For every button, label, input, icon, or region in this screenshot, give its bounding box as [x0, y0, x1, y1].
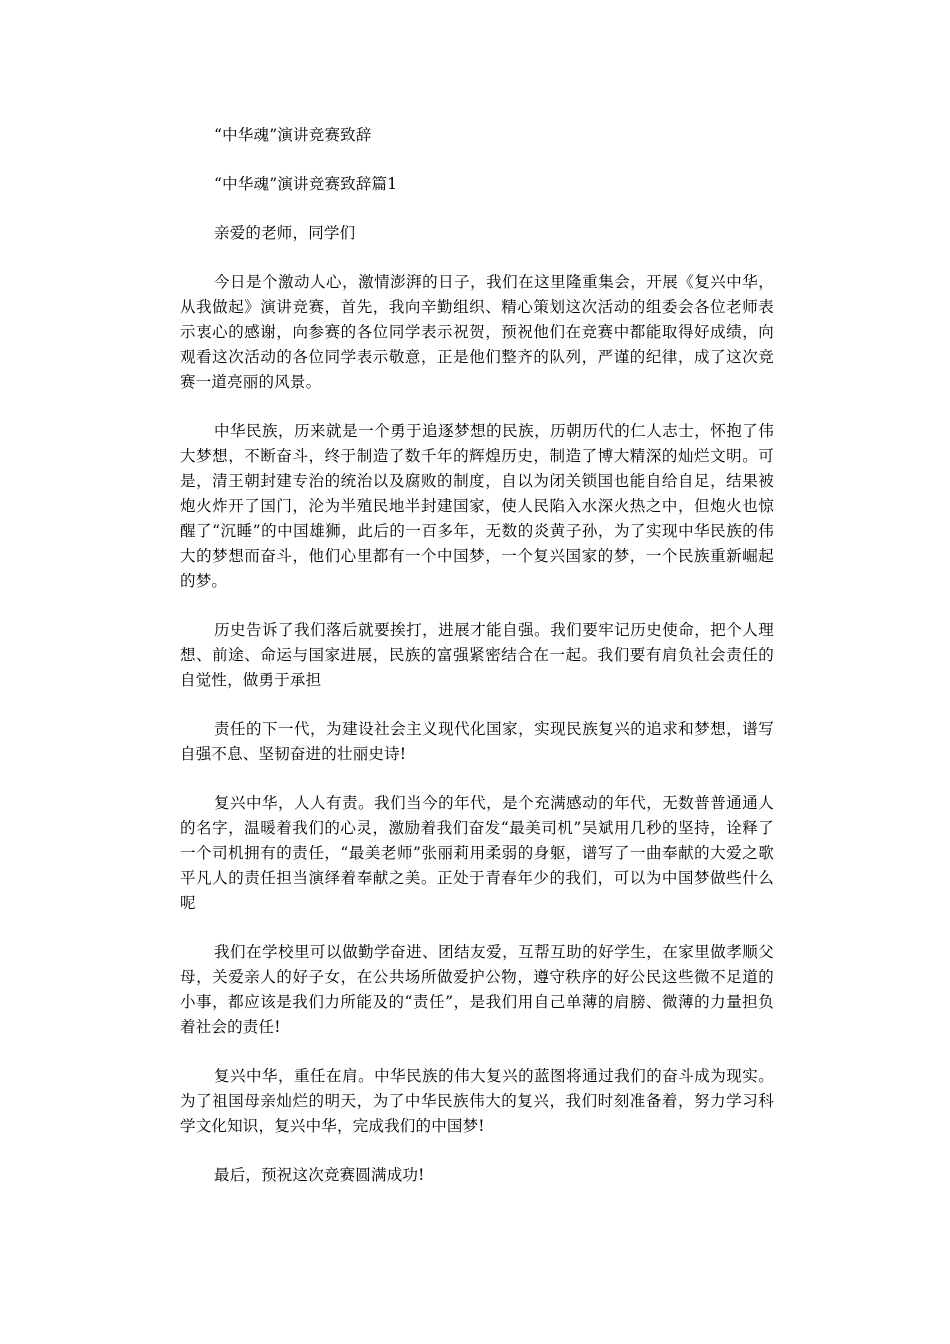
document-title: “中华魂”演讲竞赛致辞 [214, 126, 372, 144]
paragraph-revival: 复兴中华，重任在肩。中华民族的伟大复兴的蓝图将通过我们的奋斗成为现实。为了祖国母亲灿烂的明天，为了中华民族伟大的复兴，我们时刻准备着，努力学习科学文化知识，复兴中华，完成我们的中国梦! [180, 1067, 774, 1135]
paragraph-closing: 最后，预祝这次竞赛圆满成功! [214, 1166, 425, 1184]
paragraph-greeting: 亲爱的老师，同学们 [214, 224, 356, 242]
paragraph-opening: 今日是个激动人心，激情澎湃的日子，我们在这里隆重集会，开展《复兴中华，从我做起》演讲竞赛，首先，我向辛勤组织、精心策划这次活动的组委会各位老师表示衷心的感谢，向参赛的各位同学表示祝贺，预祝他们在竞赛中都能取得好成绩，向观看这次活动的各位同学表示敬意，正是他们整齐的队列，严谨的纪律，成了这次竞赛一道亮丽的风景。 [180, 273, 774, 391]
paragraph-school: 我们在学校里可以做勤学奋进、团结友爱，互帮互助的好学生，在家里做孝顺父母，关爱亲人的好子女，在公共场所做爱护公物，遵守秩序的好公民这些微不足道的小事，都应该是我们力所能及的“责任”，是我们用自己单薄的肩膀、微薄的力量担负着社会的责任! [180, 943, 774, 1036]
document-body [180, 123, 774, 1212]
paragraph-lesson: 历史告诉了我们落后就要挨打，进展才能自强。我们要牢记历史使命，把个人理想、前途、命运与国家进展，民族的富强紧密结合在一起。我们要有肩负社会责任的自觉性，做勇于承担 [180, 621, 774, 689]
paragraph-history: 中华民族，历来就是一个勇于追逐梦想的民族，历朝历代的仁人志士，怀抱了伟大梦想，不断奋斗，终于制造了数千年的辉煌历史，制造了博大精深的灿烂文明。可是，清王朝封建专治的统治以及腐败的制度，自以为闭关锁国也能自给自足，结果被炮火炸开了国门，沦为半殖民地半封建国家，使人民陷入水深火热之中，但炮火也惊醒了“沉睡”的中国雄狮，此后的一百多年，无数的炎黄子孙，为了实现中华民族的伟大的梦想而奋斗，他们心里都有一个中国梦，一个复兴国家的梦，一个民族重新崛起的梦。 [180, 422, 774, 590]
paragraph-responsibility: 责任的下一代，为建设社会主义现代化国家，实现民族复兴的追求和梦想，谱写自强不息、坚韧奋进的壮丽史诗! [180, 720, 774, 763]
document-subtitle: “中华魂”演讲竞赛致辞篇1 [214, 175, 398, 193]
paragraph-everyone: 复兴中华，人人有责。我们当今的年代，是个充满感动的年代，无数普普通通人的名字，温暖着我们的心灵，激励着我们奋发“最美司机”吴斌用几秒的坚持，诠释了一个司机拥有的责任，“最美老师”张丽莉用柔弱的身躯，谱写了一曲奉献的大爱之歌平凡人的责任担当演绎着奉献之美。正处于青春年少的我们，可以为中国梦做些什么呢 [180, 794, 774, 912]
